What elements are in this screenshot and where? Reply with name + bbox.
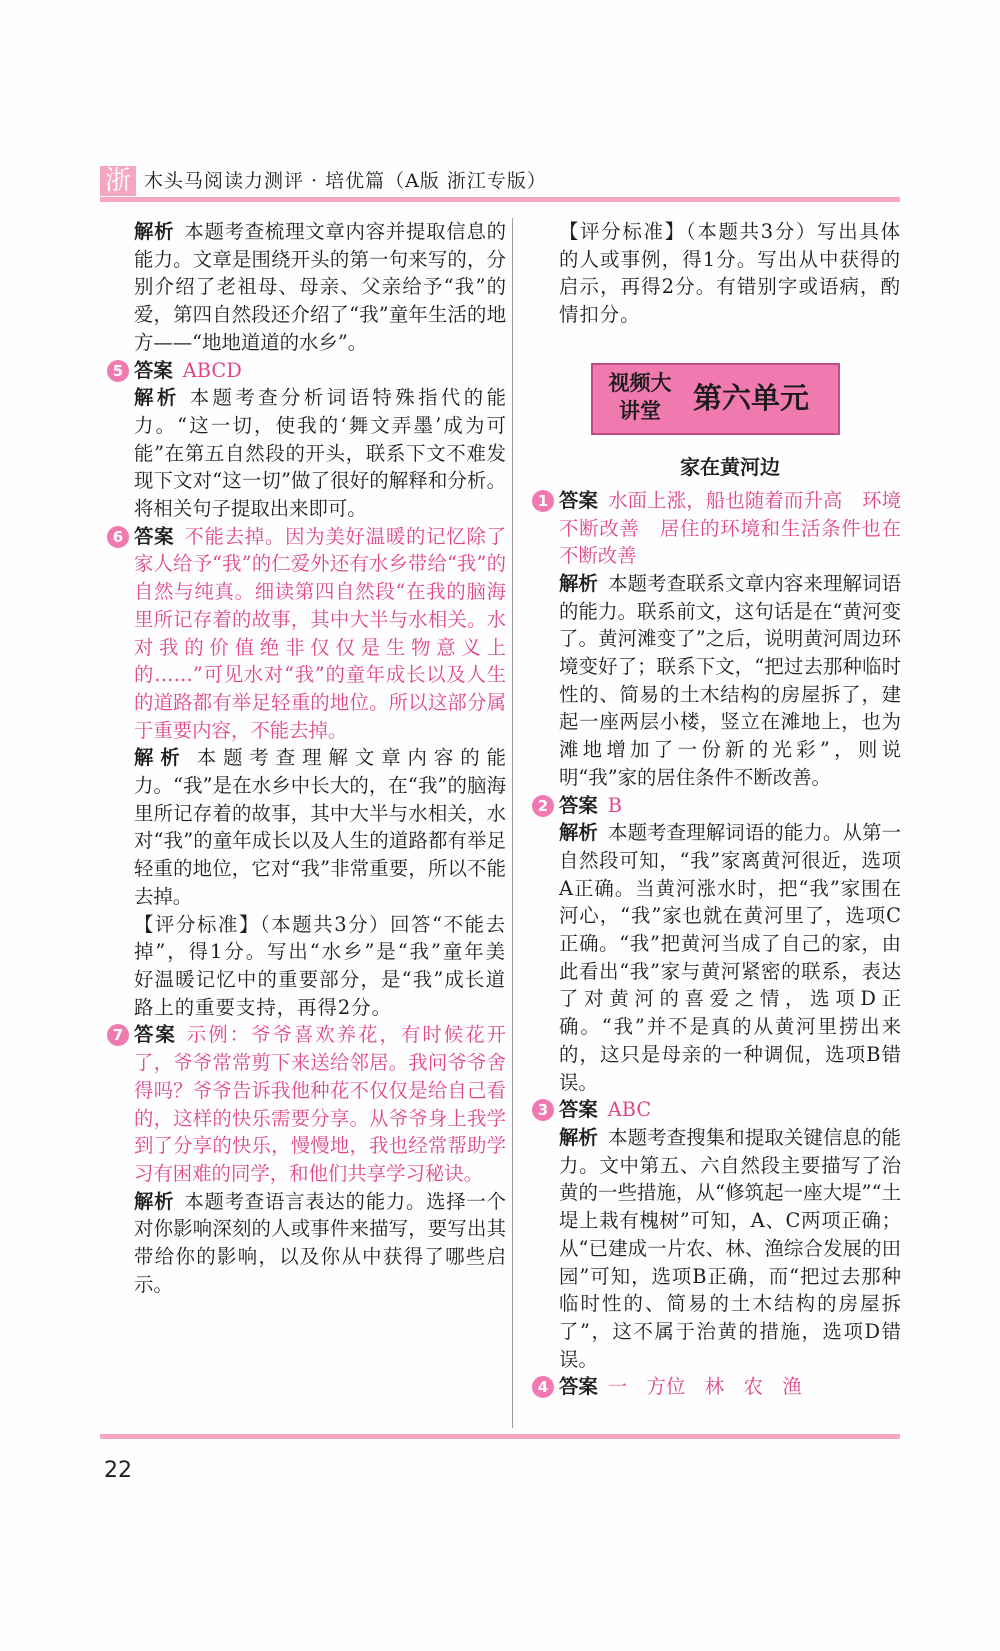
question-number-badge: 5 <box>107 360 129 382</box>
analysis-paragraph <box>559 1124 901 1373</box>
answer-entry-r1 <box>537 487 902 792</box>
answer-text: 不能去掉。因为美好温暖的记忆除了家人给予“我”的仁爱外还有水乡带给“我”的自然与纯真。细读第四自然段“在我的脑海里所记存着的故事，其中大半与水相关。水对我的价值绝非仅仅是生物意义上的……”可见水对“我”的童年成长以及人生的道路都有举足轻重的地位。所以这部分属于重要内容，不能去掉。 <box>134 524 507 742</box>
answer-label: 答案 <box>559 1375 598 1399</box>
answer-label: 答案 <box>559 488 599 512</box>
analysis-paragraph <box>559 570 901 792</box>
answer-text: ABCD <box>182 358 242 382</box>
analysis-paragraph <box>134 218 506 357</box>
footer-rule <box>100 1434 900 1439</box>
answer-paragraph <box>134 1021 506 1187</box>
analysis-label: 解析 <box>559 821 599 845</box>
analysis-text: 本题考查梳理文章内容并提取信息的能力。文章是围绕开头的第一句来写的，分别介绍了老祖母、母亲、父亲给予“我”的爱，第四自然段还介绍了“我”童年生活的地方——“地地道道的水乡”。 <box>134 220 507 354</box>
unit-banner <box>591 363 840 435</box>
answer-text: B <box>607 793 623 817</box>
answer-paragraph <box>559 1373 901 1401</box>
analysis-text: 本题考查理解词语的能力。从第一自然段可知，“我”家离黄河很近，选项A正确。当黄河涨水时，把“我”家围在河心，“我”家也就在黄河里了，选项C正确。“我”把黄河当成了自己的家，由此看出“我”家与黄河紧密的联系，表达了对黄河的喜爱之情，选项D正确。“我”并不是真的从黄河里捞出来的，这只是母亲的一种调侃，选项B错误。 <box>559 821 902 1094</box>
province-badge: 浙 <box>100 166 136 196</box>
book-title: 木头马阅读力测评 · 培优篇（A版 浙江专版） <box>144 170 547 192</box>
page-number: 22 <box>104 1458 132 1483</box>
answer-paragraph <box>559 487 901 570</box>
answer-text: 示例：爷爷喜欢养花，有时候花开了，爷爷常常剪下来送给邻居。我问爷爷舍得吗？爷爷告诉我他种花不仅仅是给自己看的，这样的快乐需要分享。从爷爷身上我学到了分享的快乐，慢慢地，我也经常帮助学习有困难的同学，和他们共享学习秘诀。 <box>134 1023 507 1185</box>
analysis-label: 解析 <box>134 386 180 410</box>
answer-entry-r4 <box>537 1373 901 1401</box>
section-title: 家在黄河边 <box>680 454 780 479</box>
analysis-paragraph <box>559 819 901 1096</box>
answer-label: 答案 <box>134 1023 177 1047</box>
answer-entry-r3 <box>537 1096 902 1373</box>
analysis-paragraph <box>134 384 506 523</box>
analysis-text: 本题考查搜集和提取关键信息的能力。文中第五、六自然段主要描写了治黄的一些措施，从“修筑起一座大堤”“土堤上栽有槐树”可知，A、C两项正确；从“已建成一片农、林、渔综合发展的田园”可知，选项B正确，而“把过去那种临时性的、简易的土木结构的房屋拆了”，这不属于治黄的措施，选项D错误。 <box>559 1125 902 1371</box>
analysis-paragraph <box>134 1188 506 1299</box>
analysis-label: 解析 <box>559 571 599 595</box>
question-number-badge: 1 <box>532 490 554 512</box>
answer-entry-4-continued <box>134 218 506 357</box>
question-number-badge: 2 <box>532 795 554 817</box>
column-divider <box>512 218 513 1428</box>
answer-label: 答案 <box>559 1098 598 1122</box>
analysis-text: 本题考查理解文章内容的能力。“我”是在水乡中长大的，在“我”的脑海里所记存着的故事，其中大半与水相关，水对“我”的童年成长以及人生的道路都有举足轻重的地位，它对“我”非常重要，所以不能去掉。 <box>134 746 507 908</box>
analysis-text: 本题考查分析词语特殊指代的能力。“这一切，使我的‘舞文弄墨’成为可能”在第五自然段的开头，联系下文不难发现下文对“这一切”做了很好的解释和分析。将相关句子提取出来即可。 <box>134 386 507 521</box>
analysis-text: 本题考查语言表达的能力。选择一个对你影响深刻的人或事件来描写，要写出其带给你的影响，以及你从中获得了哪些启示。 <box>134 1189 507 1296</box>
answer-entry-r2 <box>537 792 902 1097</box>
analysis-label: 解析 <box>559 1125 599 1149</box>
video-lecture-label: 视频大讲堂 <box>608 370 672 423</box>
answer-entry-6 <box>112 523 507 1022</box>
page-header <box>100 160 900 200</box>
question-number-badge: 4 <box>532 1376 554 1398</box>
analysis-label: 解析 <box>134 220 175 243</box>
unit-title: 第六单元 <box>693 380 810 415</box>
scoring-criteria: 【评分标准】（本题共3分）回答“不能去掉”，得1分。写出“水乡”是“我”童年美好温暖记忆中的重要部分，是“我”成长道路上的重要支持，再得2分。 <box>134 912 506 1019</box>
answer-paragraph <box>134 523 506 745</box>
answer-entry-7 <box>112 1021 507 1298</box>
right-column <box>537 218 902 1401</box>
answer-label: 答案 <box>559 793 598 817</box>
question-number-badge: 3 <box>532 1099 554 1121</box>
analysis-paragraph <box>134 744 506 910</box>
answer-label: 答案 <box>134 358 173 382</box>
question-number-badge: 6 <box>107 526 129 548</box>
left-column <box>112 218 507 1298</box>
unit-banner-area <box>559 329 901 451</box>
answer-label: 答案 <box>134 524 175 548</box>
answer-text: 一 方位 林 农 渔 <box>607 1375 802 1399</box>
answer-paragraph <box>559 792 901 820</box>
analysis-text: 本题考查联系文章内容来理解词语的能力。联系前文，这句话是在“黄河变了。黄河滩变了”之后，说明黄河周边环境变好了；联系下文，“把过去那种临时性的、简易的土木结构的房屋拆了，建起一座两层小楼，竖立在滩地上，也为滩地增加了一份新的光彩”，则说明“我”家的居住条件不断改善。 <box>559 571 902 789</box>
answer-text: ABC <box>607 1098 652 1122</box>
analysis-label: 解析 <box>134 1189 175 1213</box>
analysis-label: 解析 <box>134 746 187 770</box>
answer-paragraph <box>559 1096 901 1124</box>
answer-entry-5 <box>112 357 507 523</box>
scoring-criteria-7: 【评分标准】（本题共3分）写出具体的人或事例，得1分。写出从中获得的启示，再得2分。有错别字或语病，酌情扣分。 <box>559 220 901 327</box>
answer-text: 水面上涨，船也随着而升高 环境不断改善 居住的环境和生活条件也在不断改善 <box>559 488 902 568</box>
answer-paragraph <box>134 357 506 385</box>
question-number-badge: 7 <box>107 1024 129 1046</box>
header-rule <box>100 197 900 202</box>
